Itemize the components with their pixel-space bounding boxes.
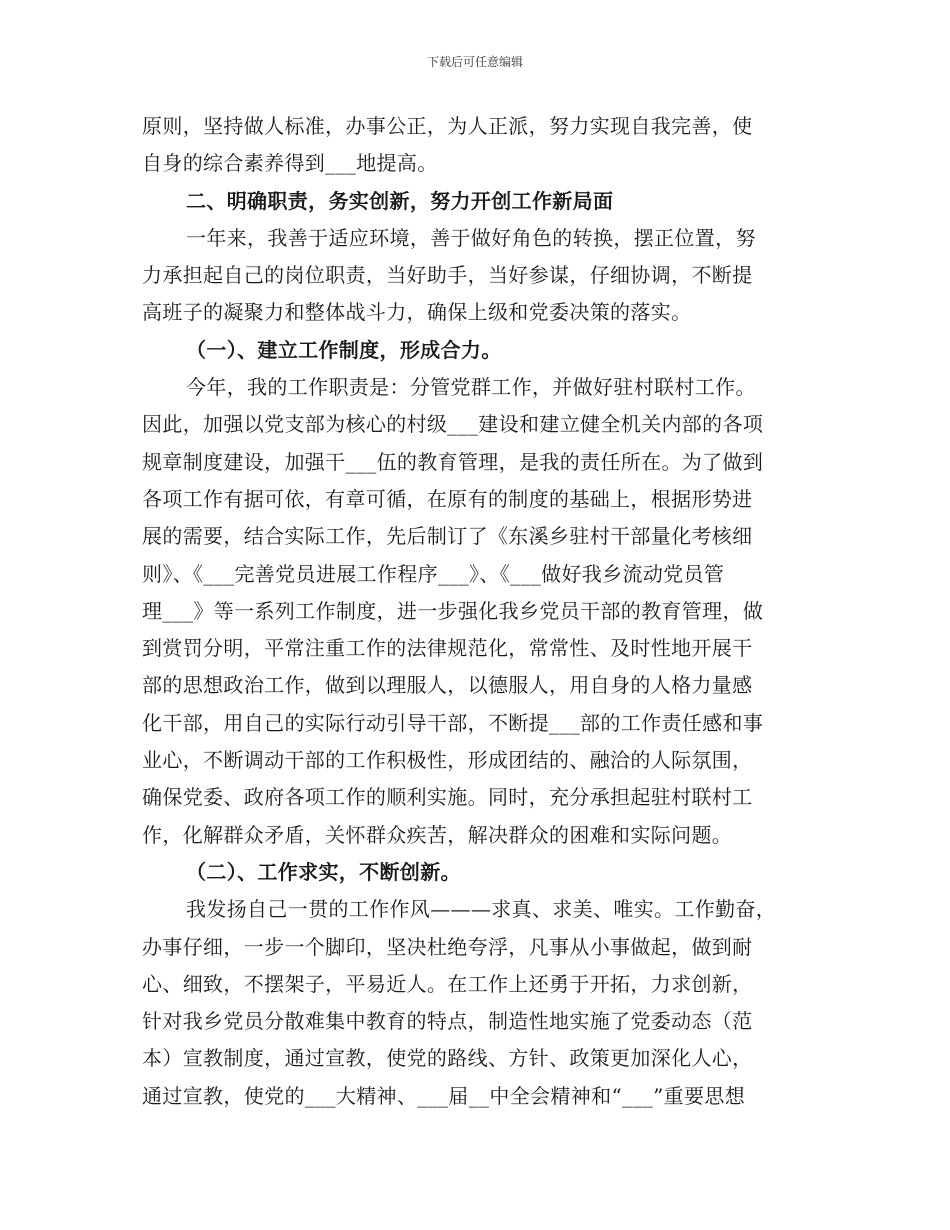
text-line: 本）宣教制度，通过宣教，使党的路线、方针、政策更加深化人心， bbox=[142, 1046, 753, 1071]
text-line: 展的需要，结合实际工作，先后制订了《东溪乡驻村干部量化考核细 bbox=[142, 524, 753, 549]
text-line: 到赏罚分明，平常注重工作的法律规范化，常常性、及时性地开展干 bbox=[142, 636, 753, 661]
text-line: 一年来，我善于适应环境，善于做好角色的转换，摆正位置，努 bbox=[186, 225, 756, 250]
text-line: 针对我乡党员分散难集中教育的特点，制造性地实施了党委动态（范 bbox=[142, 1009, 753, 1034]
text-line: 办事仔细，一步一个脚印，坚决杜绝夸浮，凡事从小事做起，做到耐 bbox=[142, 934, 753, 959]
text-line: 自身的综合素养得到___地提高。 bbox=[142, 151, 438, 176]
text-line: 高班子的凝聚力和整体战斗力，确保上级和党委决策的落实。 bbox=[142, 300, 692, 325]
section-heading: （二）、工作求实，不断创新。 bbox=[186, 859, 461, 884]
text-line: 化干部，用自己的实际行动引导干部，不断提___部的工作责任感和事 bbox=[142, 710, 764, 735]
text-line: 确保党委、政府各项工作的顺利实施。同时，充分承担起驻村联村工 bbox=[142, 785, 753, 810]
text-line: 则》、《___完善党员进展工作程序___》、《___做好我乡流动党员管 bbox=[142, 561, 725, 586]
text-line: 理___》等一系列工作制度，进一步强化我乡党员干部的教育管理，做 bbox=[142, 598, 764, 623]
text-line: 业心，不断调动干部的工作积极性，形成团结的、融洽的人际氛围， bbox=[142, 748, 753, 773]
page-header: 下载后可任意编辑 bbox=[426, 55, 523, 69]
section-heading: （一）、建立工作制度，形成合力。 bbox=[186, 337, 502, 362]
text-line: 今年，我的工作职责是：分管党群工作，并做好驻村联村工作。 bbox=[186, 375, 756, 400]
document-body bbox=[142, 108, 808, 1115]
text-line: 通过宣教，使党的___大精神、___届__中全会精神和“___”重要思想 bbox=[142, 1083, 746, 1108]
text-line: 我发扬自己一贯的工作作风———求真、求美、唯实。工作勤奋， bbox=[186, 897, 777, 922]
text-line: 部的思想政治工作，做到以理服人，以德服人，用自身的人格力量感 bbox=[142, 673, 753, 698]
text-line: 力承担起自己的岗位职责，当好助手，当好参谋，仔细协调，不断提 bbox=[142, 263, 753, 288]
section-heading: 二、明确职责，务实创新，努力开创工作新局面 bbox=[186, 188, 614, 213]
text-line: 因此，加强以党支部为核心的村级___建设和建立健全机关内部的各项 bbox=[142, 412, 764, 437]
text-line: 规章制度建设，加强干___伍的教育管理，是我的责任所在。为了做到 bbox=[142, 449, 764, 474]
text-line: 原则，坚持做人标准，办事公正，为人正派，努力实现自我完善，使 bbox=[142, 114, 753, 138]
text-line: 心、细致，不摆架子，平易近人。在工作上还勇于开拓，力求创新， bbox=[142, 971, 753, 996]
text-line: 作，化解群众矛盾，关怀群众疾苦，解决群众的困难和实际问题。 bbox=[142, 822, 733, 847]
text-line: 各项工作有据可依，有章可循，在原有的制度的基础上，根据形势进 bbox=[142, 486, 753, 511]
